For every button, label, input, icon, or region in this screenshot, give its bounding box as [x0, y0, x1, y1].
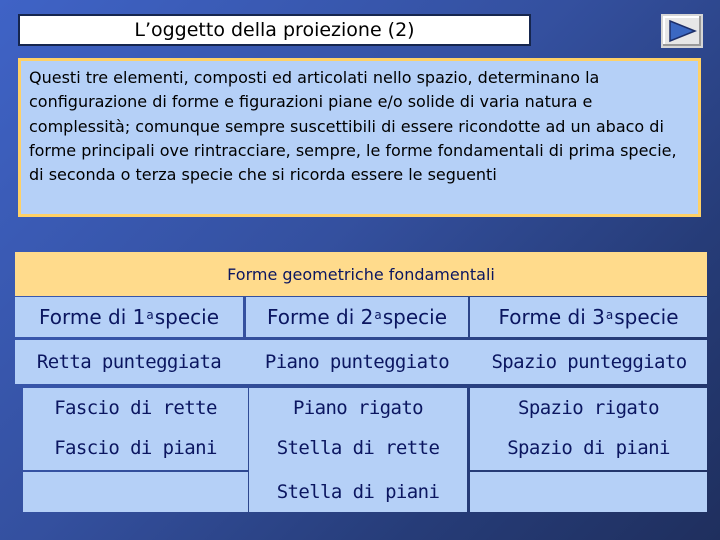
col1-suffix: specie	[154, 305, 220, 329]
table-cell: Fascio di piani	[54, 437, 217, 459]
table-cell: Piano rigato	[292, 397, 424, 419]
table-cell: Piano punteggiato	[264, 351, 450, 373]
column-header-second-species	[246, 297, 468, 337]
column-header-first-species	[15, 297, 243, 337]
table-cell: Spazio di piani	[507, 437, 670, 459]
play-next-icon	[667, 19, 697, 43]
slide-title-text: L’oggetto della proiezione (2)	[134, 19, 415, 41]
table-cell-empty	[470, 472, 707, 512]
next-slide-button[interactable]	[661, 14, 703, 48]
col2-suffix: specie	[382, 305, 448, 329]
col1-prefix: Forme di 1	[38, 305, 146, 329]
col3-prefix: Forme di 3	[498, 305, 605, 329]
col2-sup: a	[374, 308, 382, 322]
table-cell-empty	[23, 472, 248, 512]
col1-sup: a	[146, 308, 154, 322]
intro-text-box	[18, 58, 701, 217]
table-cell: Stella di rette	[276, 437, 440, 459]
column-header-third-species	[470, 297, 707, 337]
col3-sup: a	[605, 308, 614, 322]
table-caption	[15, 252, 707, 296]
table-cell: Spazio rigato	[518, 397, 659, 419]
col3-suffix: specie	[614, 305, 679, 329]
col2-prefix: Forme di 2	[266, 305, 374, 329]
intro-paragraph: Questi tre elementi, composti ed articolati nello spazio, determinano la configurazione di forme e figurazioni piane e/o solide di varia natura e complessità; comunque sempre suscettibili di essere ricondotte ad un abaco di forme principali ove rintracciare, sempre, le forme fondamentali di prima specie, di seconda o terza specie che si ricorda essere le seguenti	[29, 68, 677, 185]
table-cell: Spazio punteggiato	[491, 351, 687, 373]
table-cell: Retta punteggiata	[36, 351, 222, 373]
slide-title	[18, 14, 531, 46]
table-cell: Stella di piani	[276, 481, 440, 503]
table-cell: Fascio di rette	[54, 397, 217, 419]
table-caption-text: Forme geometriche fondamentali	[227, 264, 495, 284]
